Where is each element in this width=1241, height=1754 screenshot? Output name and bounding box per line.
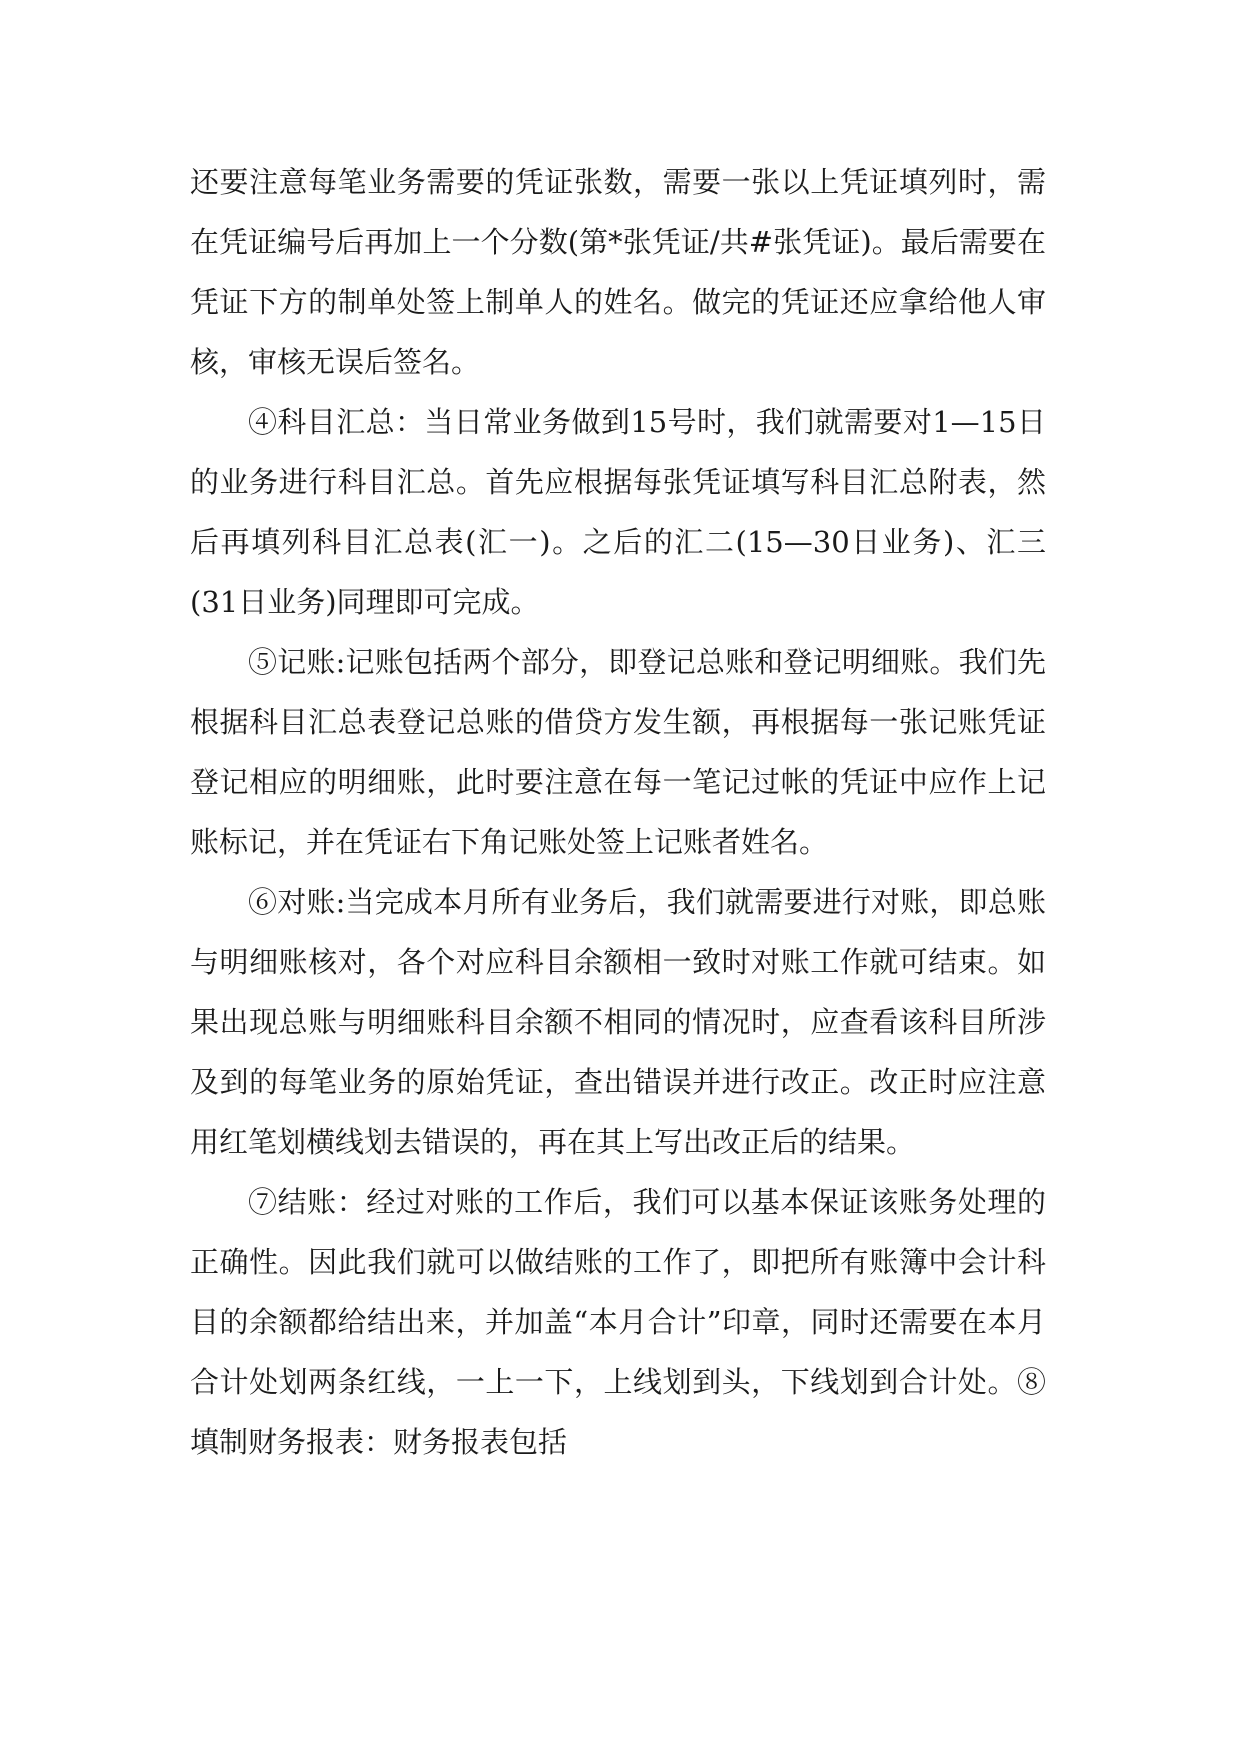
document-body — [190, 152, 1046, 1472]
paragraph-closing: ⑦结账：经过对账的工作后，我们可以基本保证该账务处理的正确性。因此我们就可以做结账的工作了，即把所有账簿中会计科目的余额都给结出来，并加盖“本月合计”印章，同时还需要在本月合计处划两条红线，一上一下，上线划到头，下线划到合计处。⑧填制财务报表：财务报表包括 — [190, 1185, 1046, 1459]
paragraph-voucher-notes: 还要注意每笔业务需要的凭证张数，需要一张以上凭证填列时，需在凭证编号后再加上一个分数(第*张凭证/共#张凭证)。最后需要在凭证下方的制单处签上制单人的姓名。做完的凭证还应拿给他人审核，审核无误后签名。 — [190, 165, 1046, 379]
paragraph-reconciliation: ⑥对账:当完成本月所有业务后，我们就需要进行对账，即总账与明细账核对，各个对应科目余额相一致时对账工作就可结束。如果出现总账与明细账科目余额不相同的情况时，应查看该科目所涉及到的每笔业务的原始凭证，查出错误并进行改正。改正时应注意用红笔划横线划去错误的，再在其上写出改正后的结果。 — [190, 885, 1046, 1159]
paragraph-account-summary: ④科目汇总：当日常业务做到15号时，我们就需要对1—15日的业务进行科目汇总。首先应根据每张凭证填写科目汇总附表，然后再填列科目汇总表(汇一)。之后的汇二(15—30日业务)、汇三(31日业务)同理即可完成。 — [190, 405, 1046, 619]
paragraph-bookkeeping: ⑤记账:记账包括两个部分，即登记总账和登记明细账。我们先根据科目汇总表登记总账的借贷方发生额，再根据每一张记账凭证登记相应的明细账，此时要注意在每一笔记过帐的凭证中应作上记账标记，并在凭证右下角记账处签上记账者姓名。 — [190, 645, 1046, 859]
